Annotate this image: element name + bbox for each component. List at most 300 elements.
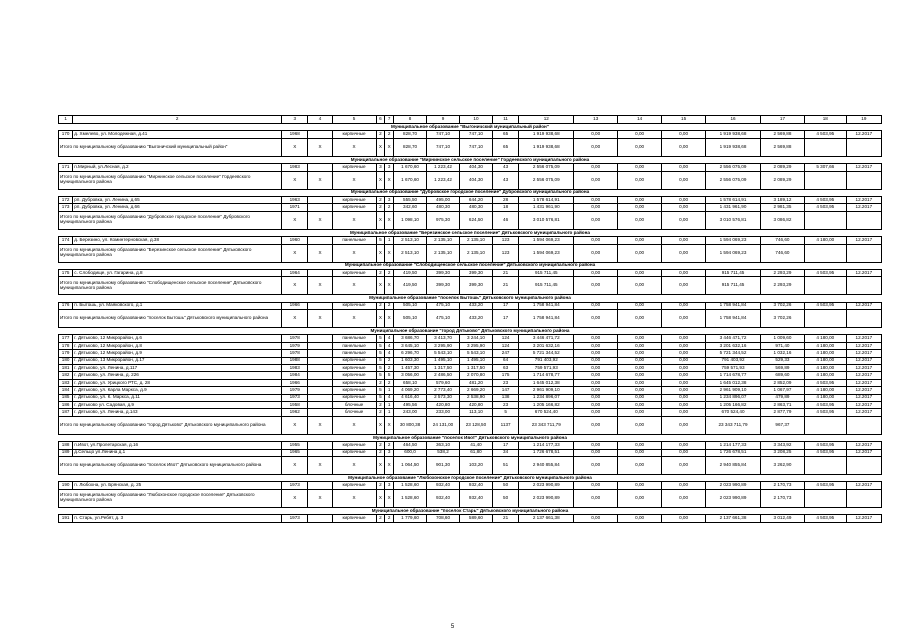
- total-cell: 0,00: [618, 211, 662, 229]
- table-cell: 0,00: [574, 269, 618, 276]
- table-cell: п.Мирный, ул.Лесная, д.2: [73, 164, 282, 171]
- section-total-row: [59, 310, 882, 328]
- total-cell: X: [376, 211, 385, 229]
- table-cell: 4 180,00: [804, 357, 846, 364]
- column-number: 7: [385, 116, 394, 124]
- table-cell: 2 877,79: [760, 409, 804, 416]
- table-cell: 179: [59, 350, 73, 357]
- table-cell: 5: [376, 335, 385, 342]
- table-cell: 4 503,95: [804, 515, 846, 522]
- section-total-row: [59, 489, 882, 507]
- section-title-row: [59, 507, 882, 514]
- total-cell: X: [282, 138, 308, 156]
- table-cell: 12.2017: [846, 372, 881, 379]
- total-cell: [846, 211, 881, 229]
- total-cell: 0,00: [618, 277, 662, 295]
- table-row: [59, 196, 882, 203]
- table-cell: 420,80: [427, 401, 460, 408]
- total-cell: 0,00: [574, 138, 618, 156]
- total-cell: 0,00: [618, 310, 662, 328]
- table-row: [59, 372, 882, 379]
- table-row: [59, 302, 882, 309]
- table-row: [59, 357, 882, 364]
- total-cell: X: [376, 456, 385, 474]
- table-cell: 0,00: [574, 164, 618, 171]
- total-cell: 747,10: [459, 138, 492, 156]
- table-cell: 175: [59, 269, 73, 276]
- table-cell: 5: [376, 394, 385, 401]
- table-cell: 2: [376, 515, 385, 522]
- table-cell: 505,10: [394, 302, 427, 309]
- section-title-row: [59, 156, 882, 163]
- total-cell: 1 098,10: [394, 211, 427, 229]
- column-number: 17: [760, 116, 804, 124]
- table-cell: 342,60: [394, 204, 427, 211]
- table-cell: 915 711,45: [706, 269, 761, 276]
- table-cell: 1 714 678,77: [706, 372, 761, 379]
- table-cell: 243,00: [394, 409, 427, 416]
- total-cell: 0,00: [574, 489, 618, 507]
- table-cell: кирпичные: [332, 365, 376, 372]
- table-row: [59, 515, 882, 522]
- total-cell: 3 086,82: [760, 211, 804, 229]
- table-cell: 1 670,60: [394, 164, 427, 171]
- table-cell: 0,00: [618, 394, 662, 401]
- table-cell: 178: [59, 342, 73, 349]
- total-cell: [804, 310, 846, 328]
- table-cell: п. Старь, ул.Ребят, д. 3: [73, 515, 282, 522]
- table-cell: 600,0: [394, 449, 427, 456]
- table-cell: 4 503,95: [804, 379, 846, 386]
- table-cell: 1 317,50: [459, 365, 492, 372]
- table-cell: 185: [59, 394, 73, 401]
- table-cell: 5: [376, 237, 385, 244]
- table-cell: [308, 449, 332, 456]
- table-cell: 644,20: [459, 196, 492, 203]
- table-cell: 6 296,70: [394, 350, 427, 357]
- table-cell: 189: [59, 449, 73, 456]
- table-cell: 579,60: [427, 379, 460, 386]
- table-cell: 4 503,95: [804, 449, 846, 456]
- table-cell: 480,30: [427, 204, 460, 211]
- table-cell: 0,00: [662, 164, 706, 171]
- table-cell: 2: [376, 196, 385, 203]
- total-cell: 0,00: [662, 211, 706, 229]
- column-number: 16: [706, 116, 761, 124]
- table-cell: 0,00: [574, 387, 618, 394]
- table-cell: 658,10: [394, 379, 427, 386]
- table-cell: 0,00: [574, 357, 618, 364]
- table-cell: 0,00: [574, 372, 618, 379]
- table-cell: 0,00: [574, 237, 618, 244]
- table-cell: 3 295,90: [427, 342, 460, 349]
- table-cell: 0,00: [662, 357, 706, 364]
- table-cell: 2 556 075,09: [706, 164, 761, 171]
- total-cell: 2 135,10: [459, 244, 492, 262]
- table-cell: 3 413,70: [427, 335, 460, 342]
- table-cell: 12.2017: [846, 237, 881, 244]
- table-cell: 1973: [282, 515, 308, 522]
- table-cell: 1962: [282, 409, 308, 416]
- table-cell: 1973: [282, 482, 308, 489]
- table-cell: 0,00: [662, 449, 706, 456]
- table-cell: 1 645 012,38: [519, 379, 574, 386]
- table-cell: 4 503,95: [804, 482, 846, 489]
- total-cell: 103,20: [459, 456, 492, 474]
- total-cell: 1 223,42: [427, 171, 460, 189]
- table-cell: 0,00: [574, 394, 618, 401]
- table-cell: 1 223,42: [427, 164, 460, 171]
- table-cell: 495,00: [427, 196, 460, 203]
- table-cell: 759 571,93: [519, 365, 574, 372]
- total-cell: [804, 171, 846, 189]
- column-number: 19: [846, 116, 881, 124]
- table-cell: 1 009,60: [760, 335, 804, 342]
- table-cell: 0,00: [574, 131, 618, 138]
- table-cell: 1963: [282, 196, 308, 203]
- table-cell: [308, 387, 332, 394]
- table-cell: 28: [492, 196, 518, 203]
- table-cell: 1 779,60: [394, 515, 427, 522]
- total-cell: 1 594 069,23: [519, 244, 574, 262]
- table-cell: 5: [385, 372, 394, 379]
- column-number: 2: [73, 116, 282, 124]
- section-title: Муниципальное образование "поселок Старь" Дятьковского муниципального района: [59, 507, 882, 514]
- total-cell: 0,00: [574, 244, 618, 262]
- table-cell: 4 069,20: [394, 387, 427, 394]
- table-cell: 791 403,92: [519, 357, 574, 364]
- table-cell: 932,40: [459, 482, 492, 489]
- section-total-row: [59, 416, 882, 434]
- table-cell: 1966: [282, 302, 308, 309]
- total-cell: X: [308, 456, 332, 474]
- table-cell: 399,30: [459, 269, 492, 276]
- table-cell: кирпичные: [332, 379, 376, 386]
- table-cell: [308, 204, 332, 211]
- table-cell: 12.2017: [846, 365, 881, 372]
- total-cell: X: [282, 416, 308, 434]
- table-cell: [308, 365, 332, 372]
- table-cell: 2 569,88: [760, 131, 804, 138]
- table-cell: 5 543,10: [427, 350, 460, 357]
- table-cell: 1: [385, 237, 394, 244]
- table-cell: 3 702,26: [760, 302, 804, 309]
- section-title: Муниципальное образование "Мирнинское сельское поселение" Гордеевского муниципального района: [59, 156, 882, 163]
- total-cell: X: [376, 244, 385, 262]
- table-row: [59, 379, 882, 386]
- table-cell: 2 135,10: [459, 237, 492, 244]
- table-cell: с. Слободище, ул. Гагарина, д.8: [73, 269, 282, 276]
- table-cell: 1 758 941,84: [706, 302, 761, 309]
- table-cell: [308, 442, 332, 449]
- table-row: [59, 335, 882, 342]
- table-cell: 0,00: [662, 372, 706, 379]
- table-cell: г. Дятьково, ул. Карла Маркса, д.9: [73, 387, 282, 394]
- table-cell: [308, 302, 332, 309]
- table-cell: г. Дятьково, ул. Ленина, д.143: [73, 409, 282, 416]
- table-cell: 12.2017: [846, 387, 881, 394]
- table-cell: 5 307,66: [804, 164, 846, 171]
- table-cell: 1 234 896,07: [519, 394, 574, 401]
- table-cell: 1 594 069,23: [519, 237, 574, 244]
- table-cell: панельные: [332, 335, 376, 342]
- table-cell: 34: [492, 449, 518, 456]
- table-cell: 12.2017: [846, 302, 881, 309]
- section-title-row: [59, 124, 882, 131]
- table-row: [59, 131, 882, 138]
- table-cell: рп. Дубровка, ул. Ленина, д.65: [73, 196, 282, 203]
- table-row: [59, 269, 882, 276]
- table-cell: 569,89: [760, 365, 804, 372]
- table-cell: кирпичные: [332, 196, 376, 203]
- table-cell: 247: [492, 350, 518, 357]
- section-total-row: [59, 456, 882, 474]
- table-cell: 2: [376, 409, 385, 416]
- table-cell: 3: [385, 164, 394, 171]
- section-title: Муниципальное образование "Выгоничский муниципальный район": [59, 124, 882, 131]
- total-cell: [804, 138, 846, 156]
- total-cell: 3 262,90: [760, 456, 804, 474]
- total-cell: 2 569,88: [760, 138, 804, 156]
- table-cell: 18: [492, 204, 518, 211]
- total-cell: 2 556 075,09: [519, 171, 574, 189]
- table-cell: 1: [385, 387, 394, 394]
- section-total-row: [59, 277, 882, 295]
- table-cell: 4 503,95: [804, 131, 846, 138]
- total-cell: [846, 277, 881, 295]
- table-cell: 174: [59, 237, 73, 244]
- table-cell: 12.2017: [846, 394, 881, 401]
- table-cell: 2: [376, 482, 385, 489]
- table-cell: 0,00: [618, 372, 662, 379]
- table-cell: г. Дятьково, ул. К. Маркса, д.11: [73, 394, 282, 401]
- table-cell: 2: [376, 401, 385, 408]
- section-total-row: [59, 138, 882, 156]
- total-cell: [846, 416, 881, 434]
- column-number: 5: [332, 116, 376, 124]
- table-cell: 0,00: [662, 387, 706, 394]
- total-label: Итого по муниципальному образованию "Любохонское городское поселение" Дятьковского муниципального района: [59, 489, 282, 507]
- table-cell: 12.2017: [846, 442, 881, 449]
- table-cell: 670 524,40: [706, 409, 761, 416]
- table-cell: 1 457,30: [394, 365, 427, 372]
- table-cell: 2 070,80: [459, 372, 492, 379]
- table-cell: 2: [376, 379, 385, 386]
- table-cell: 12.2017: [846, 482, 881, 489]
- table-cell: 2 513,10: [394, 237, 427, 244]
- table-cell: [308, 394, 332, 401]
- table-cell: 2: [376, 269, 385, 276]
- total-cell: 0,00: [662, 456, 706, 474]
- table-cell: 0,00: [662, 401, 706, 408]
- total-cell: 0,00: [618, 416, 662, 434]
- table-cell: 12.2017: [846, 357, 881, 364]
- table-row: [59, 164, 882, 171]
- table-cell: 0,00: [662, 365, 706, 372]
- table-cell: 12.2017: [846, 515, 881, 522]
- table-cell: 2 023 990,89: [519, 482, 574, 489]
- table-cell: 4 180,00: [804, 387, 846, 394]
- table-cell: 5: [376, 350, 385, 357]
- table-cell: 4 616,40: [394, 394, 427, 401]
- table-cell: 64: [492, 357, 518, 364]
- total-cell: X: [376, 310, 385, 328]
- total-cell: 21: [492, 277, 518, 295]
- table-cell: кирпичные: [332, 204, 376, 211]
- table-cell: 1 594 069,23: [706, 237, 761, 244]
- table-cell: 0,00: [618, 401, 662, 408]
- table-cell: 2 170,73: [760, 482, 804, 489]
- table-cell: 12.2017: [846, 379, 881, 386]
- total-cell: 624,50: [459, 211, 492, 229]
- table-cell: 4 503,95: [804, 269, 846, 276]
- table-cell: 4 503,95: [804, 302, 846, 309]
- table-cell: 0,00: [574, 442, 618, 449]
- table-cell: 1 726 678,51: [519, 449, 574, 456]
- table-cell: г. Дятьково, 12 Микрорайон, д.9: [73, 350, 282, 357]
- table-cell: [308, 131, 332, 138]
- table-cell: 180: [59, 357, 73, 364]
- total-cell: 0,00: [574, 171, 618, 189]
- column-number: 9: [427, 116, 460, 124]
- table-cell: 3 446 471,72: [706, 335, 761, 342]
- total-cell: X: [332, 416, 376, 434]
- table-cell: 1955: [282, 442, 308, 449]
- table-cell: 43: [492, 164, 518, 171]
- table-cell: 12.2017: [846, 449, 881, 456]
- total-cell: 505,10: [394, 310, 427, 328]
- total-cell: X: [308, 138, 332, 156]
- table-cell: 0,00: [574, 196, 618, 203]
- table-cell: 12.2017: [846, 204, 881, 211]
- section-title: Муниципальное образование "Слободищенское сельское поселение" Дятьковского муниципального района: [59, 262, 882, 269]
- table-cell: 1984: [282, 372, 308, 379]
- table-cell: 0,00: [618, 204, 662, 211]
- total-cell: 0,00: [618, 456, 662, 474]
- table-cell: 0,00: [662, 269, 706, 276]
- table-cell: 1 528,60: [394, 482, 427, 489]
- table-cell: 0,00: [574, 515, 618, 522]
- table-cell: 746,60: [760, 237, 804, 244]
- table-cell: [308, 350, 332, 357]
- table-cell: 124: [492, 335, 518, 342]
- table-cell: 538,2: [427, 449, 460, 456]
- total-cell: X: [385, 456, 394, 474]
- total-cell: [846, 489, 881, 507]
- total-cell: X: [332, 456, 376, 474]
- table-cell: 2 023 990,89: [706, 482, 761, 489]
- table-cell: 41,40: [459, 442, 492, 449]
- table-cell: 420,80: [459, 401, 492, 408]
- total-label: Итого по муниципальному образованию "город Дятьково" Дятьковского муниципального района: [59, 416, 282, 434]
- table-cell: 670 524,40: [519, 409, 574, 416]
- table-cell: 2: [385, 204, 394, 211]
- table-cell: 479,89: [760, 394, 804, 401]
- total-cell: X: [385, 244, 394, 262]
- table-cell: 2 773,40: [427, 387, 460, 394]
- total-cell: X: [308, 310, 332, 328]
- table-cell: 2 538,90: [459, 394, 492, 401]
- table-cell: 4 503,95: [804, 204, 846, 211]
- table-cell: 12.2017: [846, 269, 881, 276]
- table-cell: 187: [59, 409, 73, 416]
- table-cell: 173: [59, 204, 73, 211]
- table-cell: 63: [492, 365, 518, 372]
- table-cell: 2: [385, 269, 394, 276]
- table-cell: 1983: [282, 365, 308, 372]
- table-cell: 2: [385, 379, 394, 386]
- table-cell: 1 578 614,91: [519, 196, 574, 203]
- total-cell: X: [332, 138, 376, 156]
- table-row: [59, 342, 882, 349]
- table-cell: 0,00: [662, 131, 706, 138]
- table-cell: кирпичные: [332, 164, 376, 171]
- total-cell: [846, 138, 881, 156]
- table-cell: 0,00: [574, 302, 618, 309]
- table-cell: д.Сельцо ул.Ленина д.1: [73, 449, 282, 456]
- table-cell: г. Дятьково ул. Садовая, д.9: [73, 401, 282, 408]
- table-cell: 708,60: [427, 515, 460, 522]
- table-cell: п. Бытошь, ул. Маяковского, д.1: [73, 302, 282, 309]
- total-cell: 2 940 855,84: [519, 456, 574, 474]
- table-cell: 1 919 938,68: [706, 131, 761, 138]
- total-cell: 967,37: [760, 416, 804, 434]
- table-cell: 0,00: [618, 196, 662, 203]
- table-cell: [308, 409, 332, 416]
- table-cell: [308, 342, 332, 349]
- table-cell: кирпичные: [332, 387, 376, 394]
- table-cell: 0,00: [618, 335, 662, 342]
- table-cell: 1 234 896,07: [706, 394, 761, 401]
- total-cell: 0,00: [618, 138, 662, 156]
- table-cell: 4 180,00: [804, 394, 846, 401]
- total-cell: 0,00: [662, 277, 706, 295]
- table-cell: 2 573,30: [427, 394, 460, 401]
- table-cell: 4 180,00: [804, 365, 846, 372]
- table-row: [59, 449, 882, 456]
- total-cell: X: [385, 211, 394, 229]
- table-cell: 1 578 614,91: [706, 196, 761, 203]
- table-cell: 182: [59, 372, 73, 379]
- table-cell: кирпичные: [332, 449, 376, 456]
- total-cell: X: [282, 171, 308, 189]
- total-cell: 1 064,50: [394, 456, 427, 474]
- table-cell: п.Ивот, ул.Пролетарская, д.16: [73, 442, 282, 449]
- table-cell: 0,00: [662, 379, 706, 386]
- table-cell: 61,80: [459, 449, 492, 456]
- table-cell: 181: [59, 365, 73, 372]
- section-title: Муниципальное образование "Березинское сельское поселение" Дятьковского муниципального района: [59, 229, 882, 236]
- table-cell: 1965: [282, 449, 308, 456]
- table-cell: 4 180,00: [804, 342, 846, 349]
- table-cell: 1 205 166,82: [519, 401, 574, 408]
- total-cell: 17: [492, 310, 518, 328]
- table-cell: д. Березино, ул. Коминтерновская, д.38: [73, 237, 282, 244]
- table-cell: рп. Дубровка, ул. Ленина, д.66: [73, 204, 282, 211]
- table-cell: 3 201 632,16: [706, 342, 761, 349]
- total-cell: X: [308, 277, 332, 295]
- table-cell: кирпичные: [332, 394, 376, 401]
- total-cell: 24 131,00: [427, 416, 460, 434]
- table-row: [59, 482, 882, 489]
- table-cell: 0,00: [618, 357, 662, 364]
- table-cell: 2: [385, 131, 394, 138]
- page-number: 5: [450, 624, 455, 630]
- column-number: 13: [574, 116, 618, 124]
- table-cell: 1 032,16: [760, 350, 804, 357]
- total-cell: 1 670,60: [394, 171, 427, 189]
- table-cell: 113,10: [459, 409, 492, 416]
